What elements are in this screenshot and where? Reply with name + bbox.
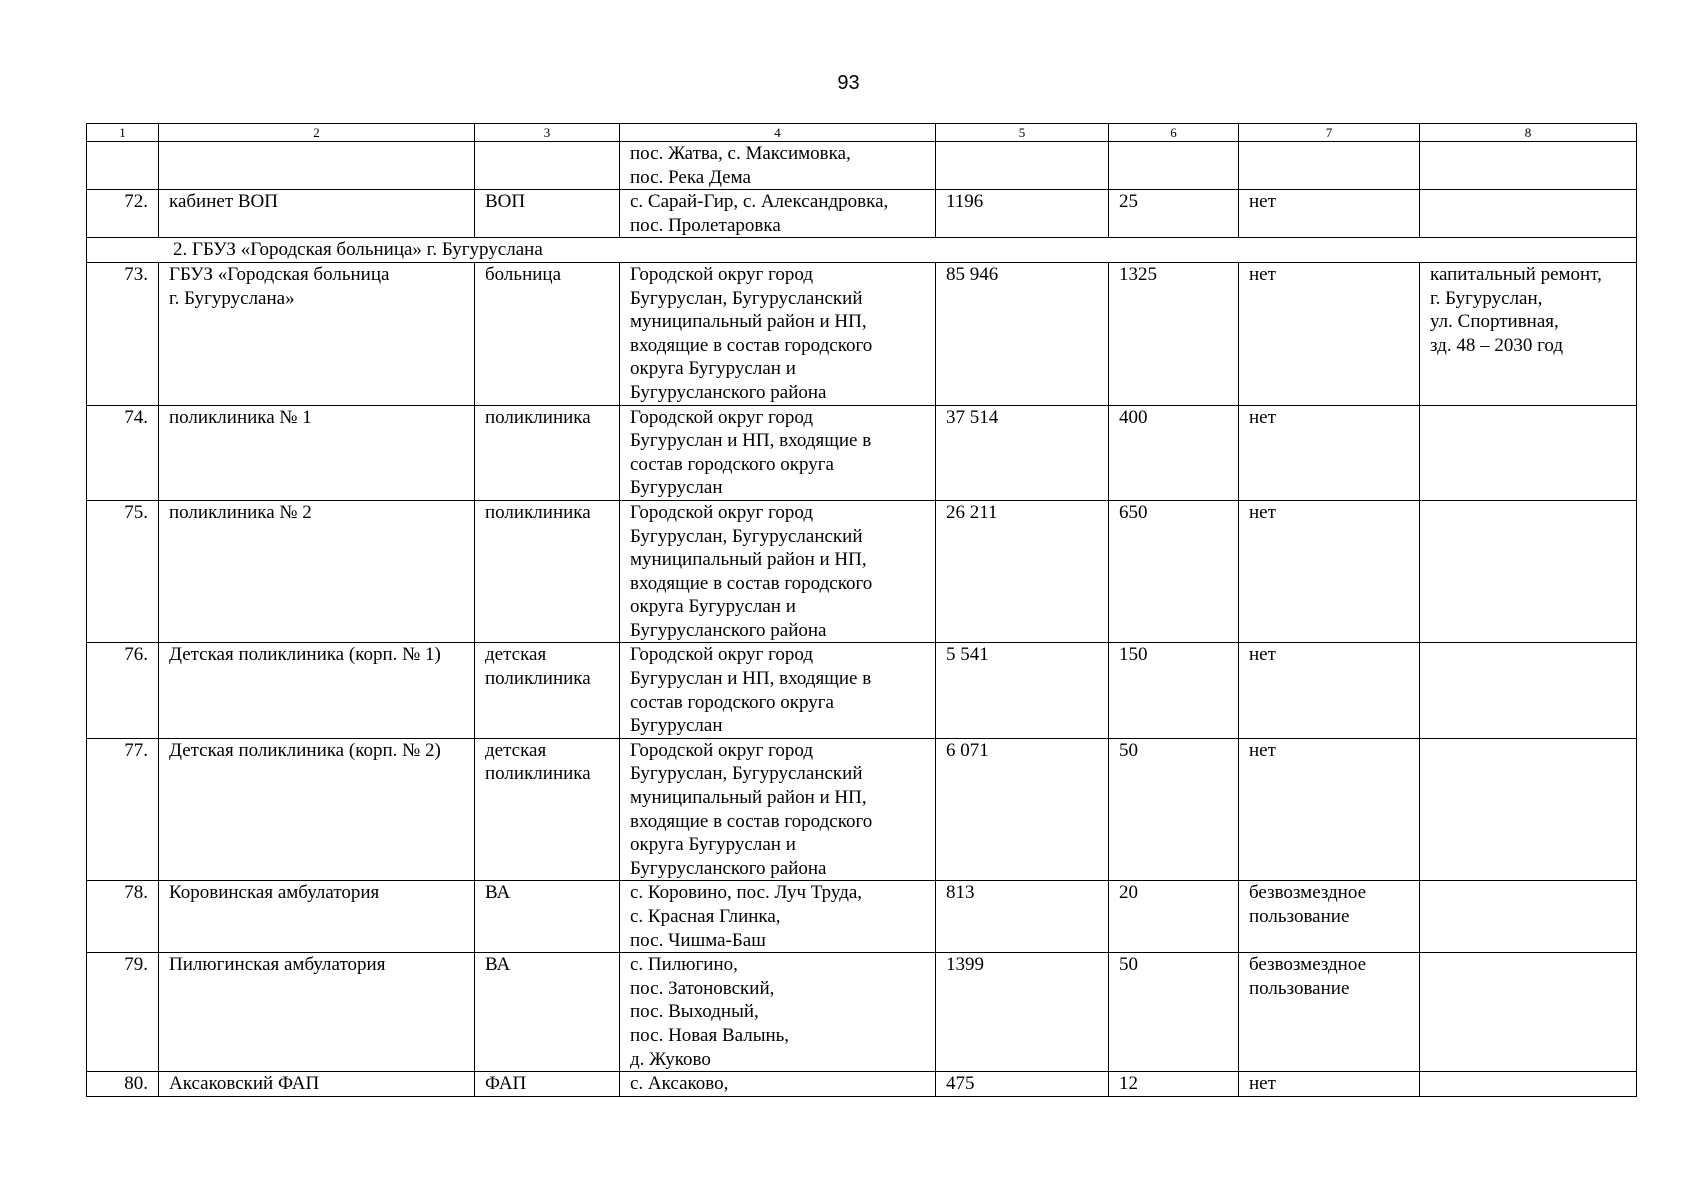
cell-needs xyxy=(1239,405,1420,500)
cell-line: Аксаковский ФАП xyxy=(169,1073,320,1095)
table-row xyxy=(87,142,1637,190)
cell-population: 475 xyxy=(936,1072,1109,1097)
cell-area xyxy=(620,1072,936,1097)
cell-line: входящие в состав городского xyxy=(630,810,873,832)
section-title: 2. ГБУЗ «Городская больница» г. Бугуруслана xyxy=(87,238,1637,263)
cell-line: Бугуруслан, Бугурусланский xyxy=(630,287,863,309)
cell-line: Бугуруслан xyxy=(630,477,723,499)
cell-line: поликлиника № 2 xyxy=(169,501,312,523)
cell-visits: 50 xyxy=(1109,953,1239,1072)
table-row xyxy=(87,190,1637,238)
table-row xyxy=(87,1072,1637,1097)
cell-name xyxy=(159,142,475,190)
cell-visits: 12 xyxy=(1109,1072,1239,1097)
cell-line: Городской округ город xyxy=(630,501,814,523)
cell-plans xyxy=(1420,953,1637,1072)
cell-area xyxy=(620,738,936,881)
cell-area xyxy=(620,405,936,500)
cell-line: нет xyxy=(1249,1073,1276,1095)
page-number: 93 xyxy=(837,72,860,94)
cell-num: 74. xyxy=(87,405,159,500)
cell-line: нет xyxy=(1249,263,1276,285)
table-body xyxy=(87,124,1637,1097)
cell-plans xyxy=(1420,405,1637,500)
cell-visits: 400 xyxy=(1109,405,1239,500)
header-cell: 1 xyxy=(87,124,159,142)
table-row xyxy=(87,881,1637,953)
cell-line: Бугуруслан, Бугурусланский xyxy=(630,763,863,785)
cell-visits: 1325 xyxy=(1109,262,1239,405)
cell-line: ул. Спортивная, xyxy=(1430,311,1559,333)
cell-line: Детская поликлиника (корп. № 2) xyxy=(169,739,441,761)
cell-visits: 20 xyxy=(1109,881,1239,953)
cell-visits: 25 xyxy=(1109,190,1239,238)
cell-line: Бугуруслан и НП, входящие в xyxy=(630,668,872,690)
cell-name xyxy=(159,500,475,643)
table-row xyxy=(87,405,1637,500)
cell-line: пос. Жатва, с. Максимовка, xyxy=(630,143,851,164)
cell-population: 1196 xyxy=(936,190,1109,238)
cell-line: входящие в состав городского xyxy=(630,572,873,594)
cell-line: поликлиника xyxy=(485,501,591,523)
cell-num: 76. xyxy=(87,643,159,738)
cell-line: Городской округ город xyxy=(630,644,814,666)
cell-visits: 650 xyxy=(1109,500,1239,643)
cell-line: д. Жуково xyxy=(630,1048,711,1070)
cell-num xyxy=(87,142,159,190)
cell-line: больница xyxy=(485,263,561,285)
cell-line: Бугурусланского района xyxy=(630,381,827,403)
table-row xyxy=(87,643,1637,738)
cell-line: нет xyxy=(1249,406,1276,428)
cell-num: 72. xyxy=(87,190,159,238)
cell-line: нет xyxy=(1249,501,1276,523)
cell-type xyxy=(475,262,620,405)
cell-line: поликлиника xyxy=(485,763,591,785)
cell-line: состав городского округа xyxy=(630,691,834,713)
header-cell: 4 xyxy=(620,124,936,142)
cell-line: безвозмездное xyxy=(1249,954,1367,976)
cell-plans xyxy=(1420,643,1637,738)
cell-type xyxy=(475,643,620,738)
cell-line: пользование xyxy=(1249,906,1350,927)
cell-line: пос. Новая Валынь, xyxy=(630,1024,790,1046)
cell-needs xyxy=(1239,190,1420,238)
cell-line: Городской округ город xyxy=(630,739,814,761)
cell-plans xyxy=(1420,738,1637,881)
cell-population: 85 946 xyxy=(936,262,1109,405)
cell-area xyxy=(620,953,936,1072)
cell-line: детская xyxy=(485,644,547,666)
cell-line: муниципальный район и НП, xyxy=(630,787,867,809)
facilities-table xyxy=(86,123,1637,1097)
header-cell: 6 xyxy=(1109,124,1239,142)
table-row xyxy=(87,953,1637,1072)
cell-population: 26 211 xyxy=(936,500,1109,643)
table-row xyxy=(87,738,1637,881)
cell-visits: 50 xyxy=(1109,738,1239,881)
cell-line: Городской округ город xyxy=(630,406,814,428)
cell-line: округа Бугуруслан и xyxy=(630,358,796,380)
cell-name xyxy=(159,190,475,238)
cell-line: Бугуруслан и НП, входящие в xyxy=(630,430,872,452)
cell-line: округа Бугуруслан и xyxy=(630,596,796,618)
cell-line: с. Аксаково, xyxy=(630,1073,729,1095)
cell-line: пос. Река Дема xyxy=(630,166,751,188)
cell-area xyxy=(620,262,936,405)
cell-num: 77. xyxy=(87,738,159,881)
cell-line: ГБУЗ «Городская больница xyxy=(169,263,390,285)
cell-name xyxy=(159,953,475,1072)
cell-line: ВА xyxy=(485,882,511,904)
cell-plans xyxy=(1420,881,1637,953)
cell-area xyxy=(620,500,936,643)
cell-line: детская xyxy=(485,739,547,761)
cell-needs xyxy=(1239,142,1420,190)
header-cell: 8 xyxy=(1420,124,1637,142)
cell-population: 37 514 xyxy=(936,405,1109,500)
cell-type xyxy=(475,405,620,500)
header-cell: 5 xyxy=(936,124,1109,142)
cell-line: с. Коровино, пос. Луч Труда, xyxy=(630,882,863,904)
cell-visits: 150 xyxy=(1109,643,1239,738)
cell-line: пос. Выходный, xyxy=(630,1001,759,1023)
cell-line: пос. Затоновский, xyxy=(630,977,775,999)
cell-line: округа Бугуруслан и xyxy=(630,834,796,856)
cell-line: пользование xyxy=(1249,977,1350,999)
cell-population: 6 071 xyxy=(936,738,1109,881)
cell-num: 75. xyxy=(87,500,159,643)
cell-name xyxy=(159,738,475,881)
cell-name xyxy=(159,881,475,953)
cell-population: 813 xyxy=(936,881,1109,953)
section-row xyxy=(87,238,1637,263)
cell-type xyxy=(475,142,620,190)
cell-line: муниципальный район и НП, xyxy=(630,549,867,571)
cell-plans xyxy=(1420,1072,1637,1097)
cell-needs xyxy=(1239,881,1420,953)
cell-type xyxy=(475,881,620,953)
cell-line: Бугурусланского района xyxy=(630,857,827,879)
cell-needs xyxy=(1239,262,1420,405)
cell-line: муниципальный район и НП, xyxy=(630,311,867,333)
cell-line: с. Красная Глинка, xyxy=(630,906,781,927)
cell-line: безвозмездное xyxy=(1249,882,1367,904)
header-cell: 3 xyxy=(475,124,620,142)
cell-line: с. Сарай-Гир, с. Александровка, xyxy=(630,191,889,213)
cell-line: состав городского округа xyxy=(630,453,834,475)
cell-plans xyxy=(1420,190,1637,238)
cell-line: ФАП xyxy=(485,1073,527,1095)
cell-type xyxy=(475,1072,620,1097)
cell-line: нет xyxy=(1249,644,1276,666)
cell-line: нет xyxy=(1249,739,1276,761)
cell-line: зд. 48 – 2030 год xyxy=(1430,334,1564,356)
cell-type xyxy=(475,953,620,1072)
cell-area xyxy=(620,881,936,953)
header-cell: 7 xyxy=(1239,124,1420,142)
cell-line: г. Бугуруслана» xyxy=(169,287,295,309)
header-cell: 2 xyxy=(159,124,475,142)
cell-line: Бугурусланского района xyxy=(630,619,827,641)
cell-plans xyxy=(1420,142,1637,190)
cell-area xyxy=(620,190,936,238)
cell-name xyxy=(159,643,475,738)
cell-num: 73. xyxy=(87,262,159,405)
cell-line: Пилюгинская амбулатория xyxy=(169,954,386,976)
cell-needs xyxy=(1239,643,1420,738)
cell-name xyxy=(159,405,475,500)
cell-line: ВА xyxy=(485,954,511,976)
cell-line: Бугуруслан, Бугурусланский xyxy=(630,525,863,547)
cell-line: кабинет ВОП xyxy=(169,191,278,213)
cell-line: поликлиника xyxy=(485,406,591,428)
cell-visits xyxy=(1109,142,1239,190)
cell-population: 1399 xyxy=(936,953,1109,1072)
cell-plans xyxy=(1420,262,1637,405)
cell-num: 80. xyxy=(87,1072,159,1097)
cell-num: 79. xyxy=(87,953,159,1072)
cell-line: Городской округ город xyxy=(630,263,814,285)
cell-area xyxy=(620,643,936,738)
cell-plans xyxy=(1420,500,1637,643)
cell-line: Детская поликлиника (корп. № 1) xyxy=(169,644,441,666)
cell-line: г. Бугуруслан, xyxy=(1430,287,1543,309)
cell-population xyxy=(936,142,1109,190)
cell-needs xyxy=(1239,1072,1420,1097)
cell-population: 5 541 xyxy=(936,643,1109,738)
cell-area xyxy=(620,142,936,190)
cell-line: Бугуруслан xyxy=(630,715,723,737)
cell-needs xyxy=(1239,500,1420,643)
table-row xyxy=(87,262,1637,405)
table-row xyxy=(87,500,1637,643)
cell-needs xyxy=(1239,953,1420,1072)
cell-type xyxy=(475,500,620,643)
cell-name xyxy=(159,1072,475,1097)
cell-line: пос. Пролетаровка xyxy=(630,214,781,236)
cell-type xyxy=(475,190,620,238)
cell-needs xyxy=(1239,738,1420,881)
cell-line: входящие в состав городского xyxy=(630,334,873,356)
cell-line: нет xyxy=(1249,191,1276,213)
header-row xyxy=(87,124,1637,142)
cell-num: 78. xyxy=(87,881,159,953)
cell-line: Коровинская амбулатория xyxy=(169,882,380,904)
cell-line: поликлиника № 1 xyxy=(169,406,312,428)
cell-line: ВОП xyxy=(485,191,526,213)
cell-line: с. Пилюгино, xyxy=(630,954,738,976)
cell-type xyxy=(475,738,620,881)
cell-line: капитальный ремонт, xyxy=(1430,263,1602,285)
cell-line: поликлиника xyxy=(485,668,591,690)
cell-name xyxy=(159,262,475,405)
cell-line: пос. Чишма-Баш xyxy=(630,929,766,951)
